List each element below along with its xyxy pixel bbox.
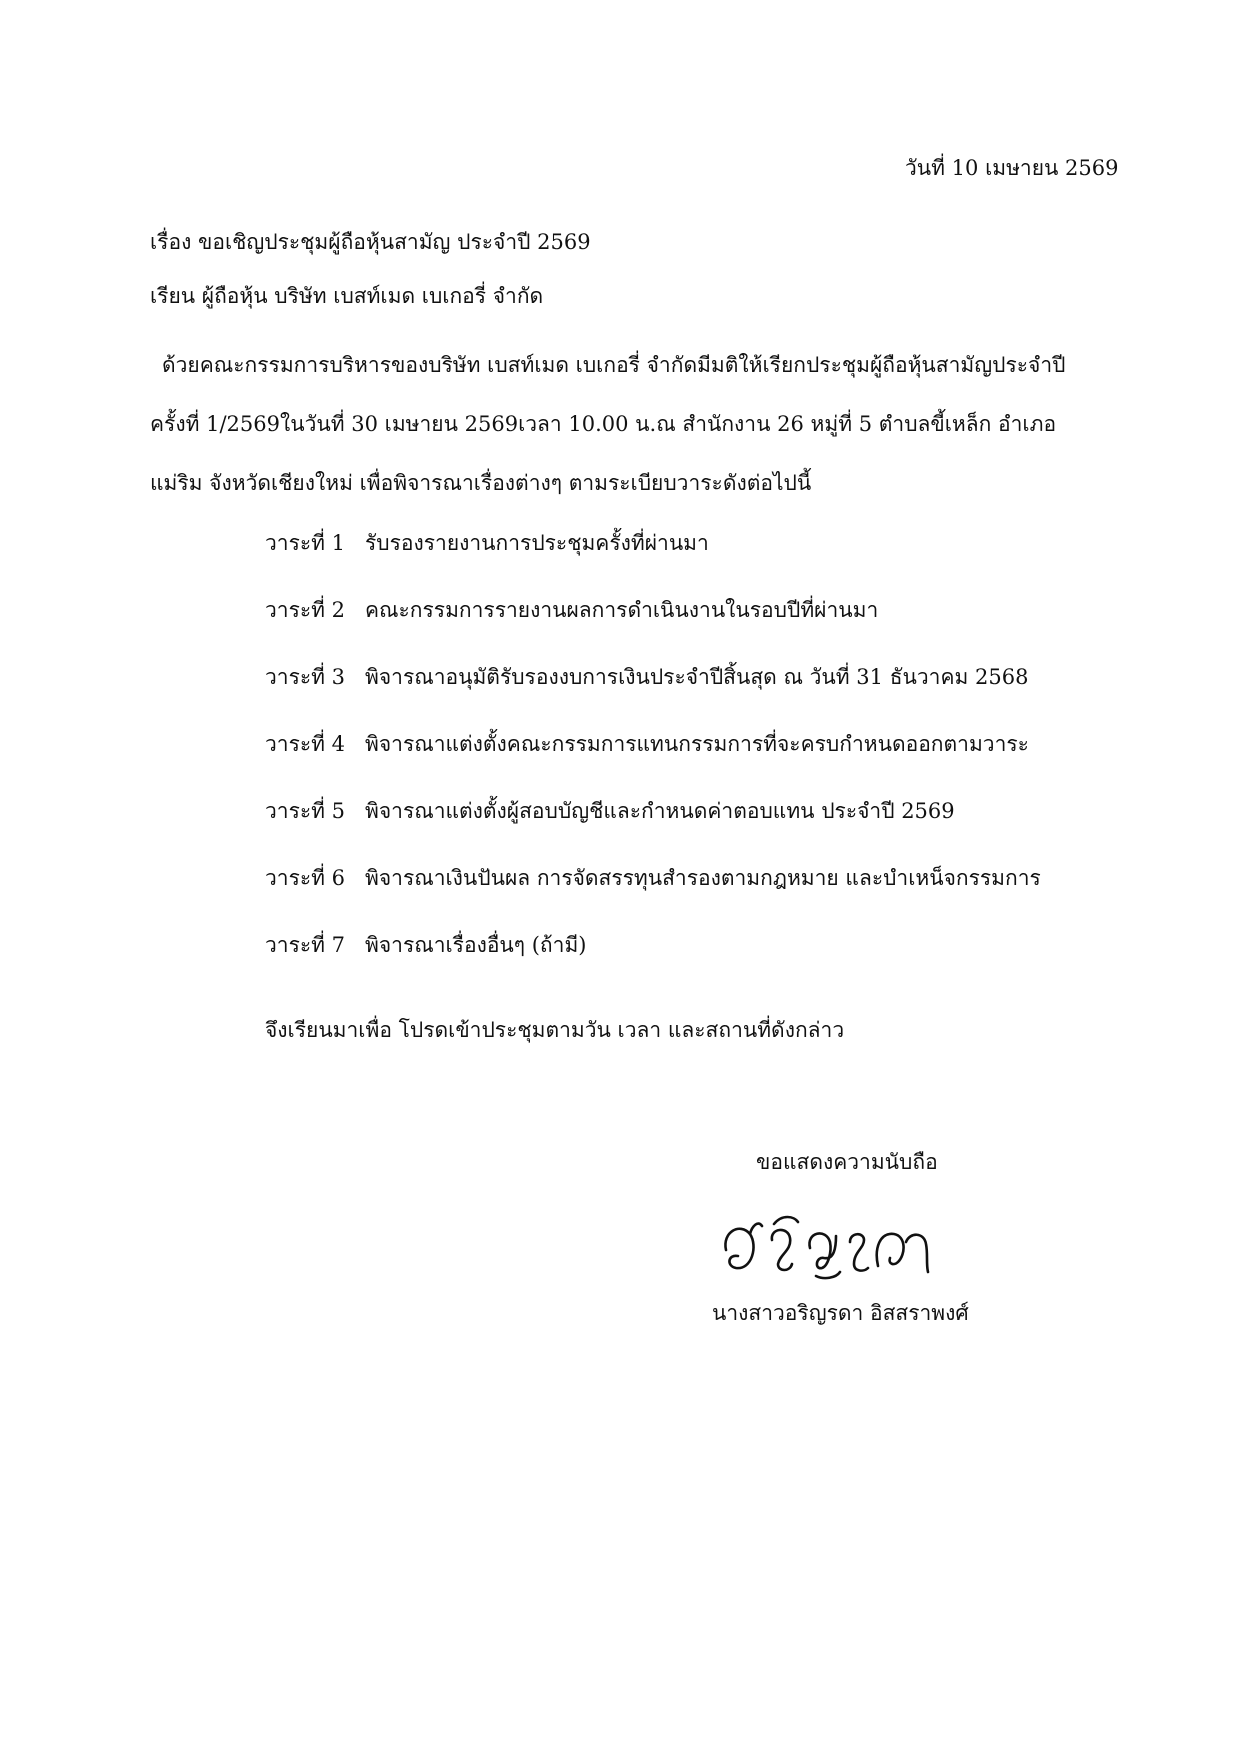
agenda-item-5: [265, 796, 955, 826]
body-line-1: ด้วยคณะกรรมการบริหารของบริษัท เบสท์เมด เบเกอรี่ จำกัดมีมติให้เรียกประชุมผู้ถือหุ้นสามัญประจำปี: [162, 353, 1066, 377]
body-line-3: แม่ริม จังหวัดเชียงใหม่ เพื่อพิจารณาเรื่องต่างๆ ตามระเบียบวาระดังต่อไปนี้: [150, 471, 812, 495]
handwritten-signature: [718, 1192, 938, 1282]
agenda-item-2: [265, 595, 878, 625]
letter-subject: เรื่อง ขอเชิญประชุมผู้ถือหุ้นสามัญ ประจำปี 2569: [150, 230, 591, 254]
agenda-text: พิจารณาอนุมัติรับรองงบการเงินประจำปีสิ้นสุด ณ วันที่ 31 ธันวาคม 2568: [365, 665, 1029, 689]
letter-recipient: เรียน ผู้ถือหุ้น บริษัท เบสท์เมด เบเกอรี่ จำกัด: [150, 284, 544, 308]
agenda-text: พิจารณาแต่งตั้งผู้สอบบัญชีและกำหนดค่าตอบแทน ประจำปี 2569: [365, 799, 955, 823]
agenda-item-3: [265, 662, 1028, 692]
agenda-number: วาระที่ 3: [265, 665, 346, 689]
agenda-item-7: [265, 930, 586, 960]
agenda-item-6: [265, 863, 1041, 893]
agenda-text: รับรองรายงานการประชุมครั้งที่ผ่านมา: [365, 531, 709, 555]
agenda-number: วาระที่ 2: [265, 598, 346, 622]
agenda-number: วาระที่ 1: [265, 531, 346, 555]
agenda-number: วาระที่ 4: [265, 732, 346, 756]
agenda-text: พิจารณาแต่งตั้งคณะกรรมการแทนกรรมการที่จะครบกำหนดออกตามวาระ: [365, 732, 1029, 756]
agenda-number: วาระที่ 7: [265, 933, 346, 957]
closing-sentence: จึงเรียนมาเพื่อ โปรดเข้าประชุมตามวัน เวลา และสถานที่ดังกล่าว: [265, 1018, 845, 1042]
regards-text: ขอแสดงความนับถือ: [756, 1150, 938, 1174]
body-line-2: ครั้งที่ 1/2569ในวันที่ 30 เมษายน 2569เวลา 10.00 น.ณ สำนักงาน 26 หมู่ที่ 5 ตำบลขี้เหล็ก อำเภอ: [150, 412, 1057, 436]
signer-name: นางสาวอริญรดา อิสสราพงศ์: [712, 1301, 969, 1325]
agenda-text: พิจารณาเรื่องอื่นๆ (ถ้ามี): [365, 933, 587, 957]
agenda-item-4: [265, 729, 1029, 759]
agenda-item-1: [265, 528, 709, 558]
agenda-number: วาระที่ 6: [265, 866, 346, 890]
agenda-text: พิจารณาเงินปันผล การจัดสรรทุนสำรองตามกฎหมาย และบำเหน็จกรรมการ: [365, 866, 1041, 890]
agenda-number: วาระที่ 5: [265, 799, 346, 823]
letter-date: วันที่ 10 เมษายน 2569: [905, 156, 1119, 180]
agenda-text: คณะกรรมการรายงานผลการดำเนินงานในรอบปีที่ผ่านมา: [365, 598, 879, 622]
